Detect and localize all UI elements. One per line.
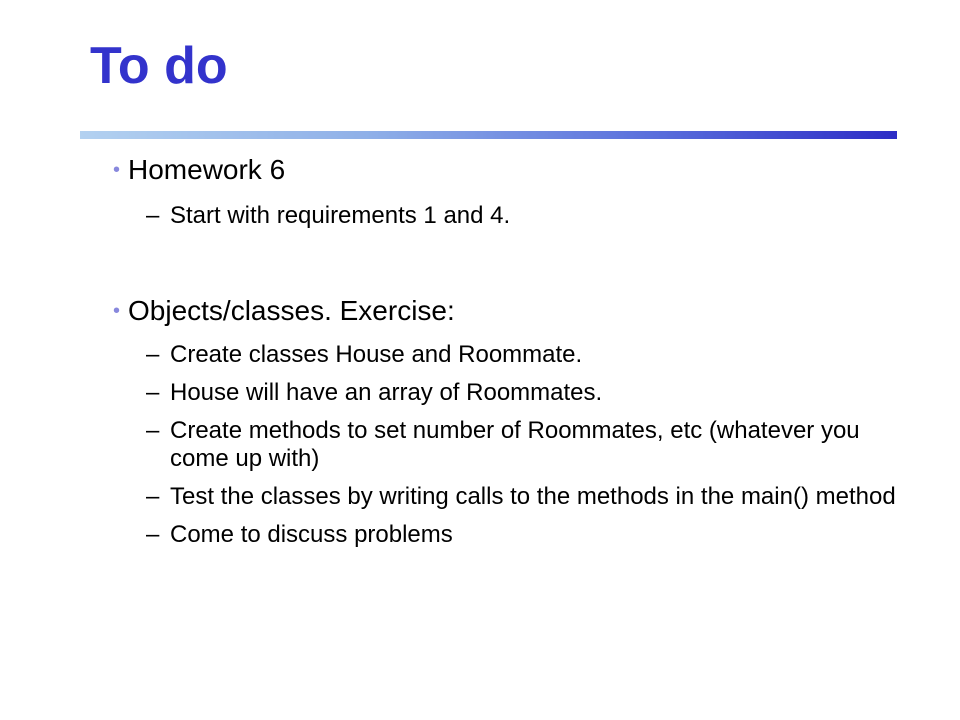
dash-icon: – bbox=[146, 341, 160, 368]
slide-title: To do bbox=[90, 37, 228, 95]
bullet-block-homework bbox=[0, 153, 960, 230]
bullet-text: Homework 6 bbox=[128, 154, 286, 185]
sub-item-text: Create methods to set number of Roommates, etc (whatever you come up with) bbox=[170, 417, 860, 472]
bullet-dot-icon: • bbox=[113, 300, 121, 322]
dash-icon: – bbox=[146, 521, 160, 548]
sub-item bbox=[0, 379, 960, 407]
sub-item-text: House will have an array of Roommates. bbox=[170, 379, 603, 406]
title-underline-rule bbox=[80, 131, 897, 139]
sub-item bbox=[0, 341, 960, 369]
bullet-dot-icon: • bbox=[113, 159, 121, 181]
bullet-item bbox=[0, 294, 960, 328]
bullet-text: Objects/classes. Exercise: bbox=[128, 295, 455, 326]
dash-icon: – bbox=[146, 202, 160, 229]
sub-item bbox=[0, 202, 960, 230]
sub-item bbox=[0, 483, 960, 511]
sub-item-text: Start with requirements 1 and 4. bbox=[170, 202, 511, 229]
sub-item-text: Test the classes by writing calls to the methods in the main() method bbox=[170, 483, 896, 510]
sub-item bbox=[0, 417, 960, 473]
sub-item-text: Create classes House and Roommate. bbox=[170, 341, 583, 368]
dash-icon: – bbox=[146, 379, 160, 406]
sub-item-text: Come to discuss problems bbox=[170, 521, 453, 548]
sub-item bbox=[0, 521, 960, 549]
dash-icon: – bbox=[146, 417, 160, 444]
bullet-item bbox=[0, 153, 960, 187]
dash-icon: – bbox=[146, 483, 160, 510]
bullet-block-objects bbox=[0, 294, 960, 549]
